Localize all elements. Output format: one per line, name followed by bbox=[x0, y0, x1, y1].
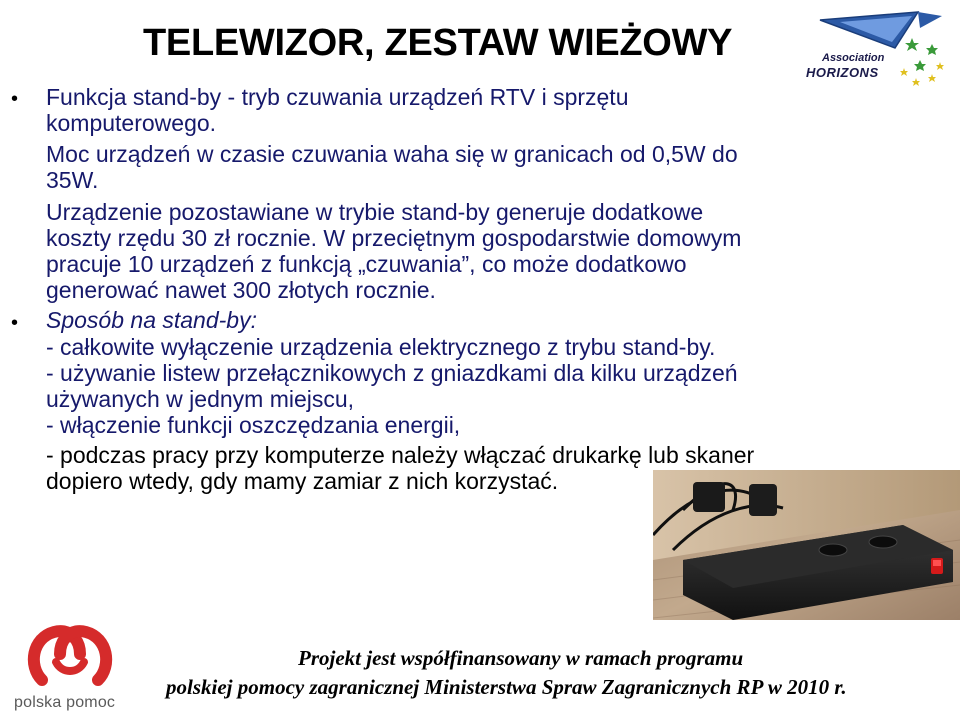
bullet-1-line-1: Funkcja stand-by - tryb czuwania urządzeń RTV i sprzętu bbox=[46, 84, 629, 110]
logo-horizons-text: HORIZONS bbox=[806, 65, 879, 80]
bullet-2-line-1: - całkowite wyłączenie urządzenia elektrycznego z trybu stand-by. bbox=[46, 334, 716, 360]
bullet-1-line-6: koszty rzędu 30 zł rocznie. W przeciętnym gospodarstwie domowym bbox=[46, 225, 742, 251]
bullet-1-line-2: komputerowego. bbox=[46, 110, 217, 136]
bullet-2-line-3: używanych w jednym miejscu, bbox=[46, 386, 355, 412]
bullet-1-line-8: generować nawet 300 złotych rocznie. bbox=[46, 277, 436, 303]
footer-funding-line-1: Projekt jest współfinansowany w ramach programu bbox=[298, 646, 744, 670]
bullet-2-line-2: - używanie listew przełącznikowych z gniazdkami dla kilku urządzeń bbox=[46, 360, 738, 386]
footer-funding-line-2: polskiej pomocy zagranicznej Ministerstwa Spraw Zagranicznych RP w 2010 r. bbox=[166, 675, 847, 699]
bullet-2-heading: Sposób na stand-by: bbox=[46, 307, 257, 333]
bullet-1-line-5: Urządzenie pozostawiane w trybie stand-by generuje dodatkowe bbox=[46, 199, 704, 225]
polska-pomoc-icon bbox=[0, 622, 140, 692]
bullet-marker: • bbox=[11, 88, 19, 110]
bullet-marker: • bbox=[11, 312, 19, 334]
slide-title: TELEWIZOR, ZESTAW WIEŻOWY bbox=[143, 22, 733, 64]
power-strip-photo bbox=[653, 470, 960, 620]
bullet-2-line-5: - podczas pracy przy komputerze należy włączać drukarkę lub skaner bbox=[46, 442, 755, 468]
polska-pomoc-text: polska pomoc bbox=[14, 694, 116, 711]
logo-association-text: Association bbox=[822, 52, 885, 64]
bullet-1-line-4: 35W. bbox=[46, 167, 99, 193]
bullet-2-line-6: dopiero wtedy, gdy mamy zamiar z nich korzystać. bbox=[46, 468, 559, 494]
power-strip-image bbox=[653, 470, 960, 620]
bullet-1-line-7: pracuje 10 urządzeń z funkcją „czuwania”, co może dodatkowo bbox=[46, 251, 687, 277]
bullet-1-line-3: Moc urządzeń w czasie czuwania waha się w granicach od 0,5W do bbox=[46, 141, 738, 167]
bullet-2-line-4: - włączenie funkcji oszczędzania energii, bbox=[46, 412, 461, 438]
